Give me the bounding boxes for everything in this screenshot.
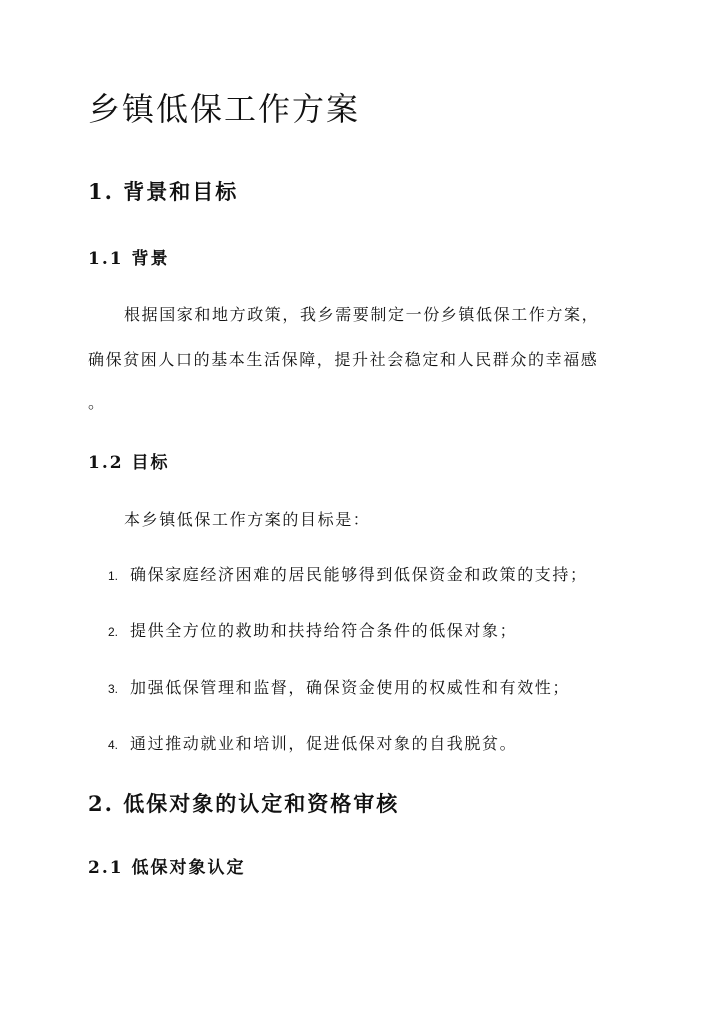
- background-paragraph-line-2: 确保贫困人口的基本生活保障，提升社会稳定和人民群众的幸福感: [88, 350, 599, 369]
- document-title: 乡镇低保工作方案: [88, 90, 361, 128]
- goal-list-text: 提供全方位的救助和扶持给符合条件的低保对象；: [130, 621, 518, 640]
- section-1-heading: 1. 背景和目标: [88, 179, 239, 204]
- goal-list-text: 通过推动就业和培训，促进低保对象的自我脱贫。: [130, 734, 518, 753]
- section-2-heading: 2. 低保对象的认定和资格审核: [88, 791, 400, 816]
- background-paragraph-line-3: 。: [88, 393, 106, 412]
- background-paragraph-line-1: 根据国家和地方政策，我乡需要制定一份乡镇低保工作方案，: [124, 305, 600, 324]
- goal-list-number: 2.: [108, 625, 119, 639]
- goal-list-item-4: [108, 731, 517, 754]
- goal-list-item-1: [108, 562, 588, 585]
- section-1-1-heading: 1.1 背景: [88, 249, 170, 269]
- goal-list-item-2: [108, 618, 517, 641]
- goal-list-number: 4.: [108, 738, 119, 752]
- goal-list-text: 确保家庭经济困难的居民能够得到低保资金和政策的支持；: [130, 565, 588, 584]
- goal-list-item-3: [108, 675, 570, 698]
- goals-intro: 本乡镇低保工作方案的目标是：: [124, 510, 371, 529]
- goal-list-number: 1.: [108, 569, 119, 583]
- goal-list-number: 3.: [108, 682, 119, 696]
- section-1-2-heading: 1.2 目标: [88, 453, 170, 473]
- goal-list-text: 加强低保管理和监督，确保资金使用的权威性和有效性；: [130, 678, 571, 697]
- section-2-1-heading: 2.1 低保对象认定: [88, 858, 246, 878]
